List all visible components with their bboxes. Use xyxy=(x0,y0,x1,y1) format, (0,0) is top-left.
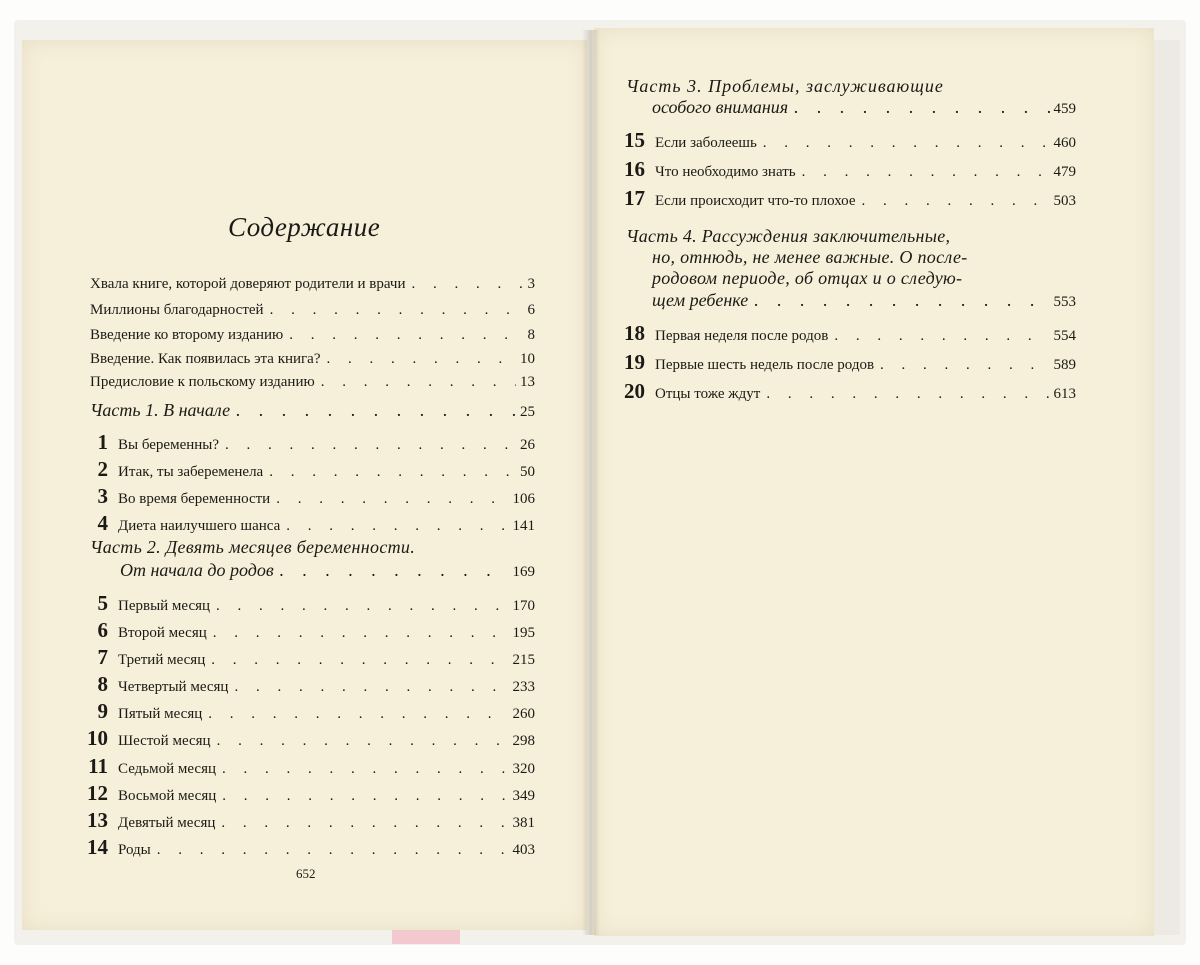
chapter-number: 9 xyxy=(97,699,108,723)
chapter-page: 298 xyxy=(512,733,535,749)
chapter-page: 403 xyxy=(512,842,535,858)
chapter-number: 13 xyxy=(87,808,108,832)
chapter-number: 3 xyxy=(97,484,108,508)
chapter-page: 106 xyxy=(512,491,535,507)
part-heading-1[interactable] xyxy=(90,400,535,421)
leader-dots xyxy=(412,276,524,293)
part-heading-4-line2[interactable]: но, отнюдь, не менее важные. О после- xyxy=(652,247,968,267)
chapter-title: Седьмой месяц xyxy=(118,761,216,777)
chapter-entry[interactable] xyxy=(613,186,1076,211)
chapter-page: 381 xyxy=(512,815,535,831)
part-title: щем ребенке xyxy=(652,290,749,310)
leader-dots xyxy=(213,625,509,642)
leader-dots xyxy=(286,518,508,535)
leader-dots xyxy=(321,374,516,391)
leader-dots xyxy=(280,560,509,581)
chapter-number: 18 xyxy=(624,321,645,345)
chapter-title: Девятый месяц xyxy=(118,815,216,831)
part-heading-4-line3[interactable]: родовом периоде, об отцах и о следую- xyxy=(652,268,963,288)
entry-page: 13 xyxy=(520,374,535,390)
part-heading-3[interactable] xyxy=(652,97,1076,118)
part-heading-2-line1[interactable]: Часть 2. Девять месяцев беременности. xyxy=(90,537,416,557)
chapter-title: Роды xyxy=(118,842,151,858)
chapter-title: Пятый месяц xyxy=(118,706,203,722)
chapter-page: 479 xyxy=(1053,164,1076,180)
chapter-number: 16 xyxy=(624,157,645,181)
chapter-number: 7 xyxy=(97,645,108,669)
part-page: 169 xyxy=(512,564,535,580)
chapter-number: 10 xyxy=(87,726,108,750)
leader-dots xyxy=(880,357,1049,374)
chapter-title: Четвертый месяц xyxy=(118,679,229,695)
entry-page: 6 xyxy=(527,302,535,318)
chapter-entry[interactable] xyxy=(76,618,535,643)
chapter-entry[interactable] xyxy=(613,157,1076,182)
chapter-page: 349 xyxy=(512,788,535,804)
leader-dots xyxy=(217,733,509,750)
entry-title: Введение ко второму изданию xyxy=(90,327,284,343)
chapter-page: 141 xyxy=(512,518,535,534)
chapter-entry[interactable] xyxy=(76,672,535,697)
leader-dots xyxy=(754,290,1049,311)
leader-dots xyxy=(225,437,516,454)
chapter-number: 5 xyxy=(97,591,108,615)
chapter-entry[interactable] xyxy=(76,699,535,724)
chapter-page: 613 xyxy=(1053,386,1076,402)
chapter-entry[interactable] xyxy=(76,781,535,806)
chapter-page: 50 xyxy=(520,464,535,480)
part-page: 459 xyxy=(1053,101,1076,117)
entry-page: 10 xyxy=(520,351,535,367)
chapter-entry[interactable] xyxy=(76,645,535,670)
chapter-number: 20 xyxy=(624,379,645,403)
chapter-title: Если заболеешь xyxy=(655,135,757,151)
chapter-page: 170 xyxy=(512,598,535,614)
chapter-title: Первые шесть недель после родов xyxy=(655,357,875,373)
toc-heading: Содержание xyxy=(228,212,381,242)
toc-entry[interactable] xyxy=(90,327,535,344)
part-title: От начала до родов xyxy=(120,560,274,580)
chapter-number: 17 xyxy=(624,186,645,210)
chapter-title: Первая неделя после родов xyxy=(655,328,829,344)
entry-title: Введение. Как появилась эта книга? xyxy=(90,351,321,367)
chapter-number: 2 xyxy=(97,457,108,481)
chapter-entry[interactable] xyxy=(76,511,535,536)
toc-entry[interactable] xyxy=(90,374,535,391)
chapter-title: Если происходит что-то плохое xyxy=(655,193,856,209)
chapter-title: Во время беременности xyxy=(118,491,271,507)
chapter-title: Второй месяц xyxy=(118,625,207,641)
part-heading-4[interactable] xyxy=(652,290,1076,311)
chapter-page: 320 xyxy=(512,761,535,777)
chapter-title: Третий месяц xyxy=(118,652,206,668)
leader-dots xyxy=(222,788,508,805)
chapter-entry[interactable] xyxy=(76,430,535,455)
leader-dots xyxy=(236,400,516,421)
chapter-title: Что необходимо знать xyxy=(655,164,796,180)
leader-dots xyxy=(234,679,508,696)
leader-dots xyxy=(794,97,1049,118)
chapter-number: 15 xyxy=(624,128,645,152)
leader-dots xyxy=(222,761,509,778)
leader-dots xyxy=(802,164,1050,181)
leader-dots xyxy=(216,598,508,615)
part-heading-2[interactable] xyxy=(120,560,535,581)
chapter-title: Восьмой месяц xyxy=(118,788,217,804)
chapter-page: 215 xyxy=(512,652,535,668)
leader-dots xyxy=(861,193,1049,210)
chapter-number: 11 xyxy=(88,754,108,778)
chapter-page: 233 xyxy=(512,679,535,695)
leader-dots xyxy=(208,706,508,723)
chapter-entry[interactable] xyxy=(76,754,535,779)
entry-page: 8 xyxy=(527,327,535,343)
chapter-number: 8 xyxy=(97,672,108,696)
part-title: Часть 1. В начале xyxy=(90,400,231,420)
toc-entry[interactable] xyxy=(90,276,535,293)
chapter-entry[interactable] xyxy=(76,457,535,482)
leader-dots xyxy=(289,327,523,344)
chapter-entry[interactable] xyxy=(613,379,1076,404)
toc-entry[interactable] xyxy=(90,302,535,319)
part-title: особого внимания xyxy=(652,97,789,117)
entry-title: Предисловие к польскому изданию xyxy=(90,374,315,390)
leader-dots xyxy=(327,351,516,368)
chapter-number: 4 xyxy=(97,511,108,535)
chapter-page: 503 xyxy=(1053,193,1076,209)
chapter-title: Первый месяц xyxy=(118,598,211,614)
chapter-entry[interactable] xyxy=(76,726,535,751)
page-number: 652 xyxy=(296,866,316,881)
chapter-entry[interactable] xyxy=(613,321,1076,346)
leader-dots xyxy=(157,842,509,859)
chapter-number: 6 xyxy=(97,618,108,642)
chapter-number: 14 xyxy=(87,835,108,859)
chapter-page: 26 xyxy=(520,437,535,453)
chapter-entry[interactable] xyxy=(613,350,1076,375)
toc-entry[interactable] xyxy=(90,351,535,368)
chapter-title: Шестой месяц xyxy=(118,733,211,749)
chapter-title: Итак, ты забеременела xyxy=(118,464,264,480)
part-heading-3-line1[interactable]: Часть 3. Проблемы, заслуживающие xyxy=(626,76,944,96)
chapter-page: 589 xyxy=(1053,357,1076,373)
leader-dots xyxy=(766,386,1049,403)
chapter-page: 260 xyxy=(512,706,535,722)
leader-dots xyxy=(834,328,1049,345)
page-stack-edge xyxy=(1154,40,1180,935)
part-page: 553 xyxy=(1053,294,1076,310)
chapter-entry[interactable] xyxy=(76,835,535,860)
part-heading-4-line1[interactable]: Часть 4. Рассуждения заключительные, xyxy=(626,226,951,246)
chapter-title: Вы беременны? xyxy=(118,437,220,453)
chapter-title: Отцы тоже ждут xyxy=(655,386,761,402)
leader-dots xyxy=(276,491,508,508)
chapter-title: Диета наилучшего шанса xyxy=(118,518,281,534)
leader-dots xyxy=(763,135,1050,152)
chapter-number: 19 xyxy=(624,350,645,374)
chapter-page: 554 xyxy=(1053,328,1076,344)
leader-dots xyxy=(211,652,508,669)
part-page: 25 xyxy=(520,404,535,420)
chapter-page: 195 xyxy=(512,625,535,641)
chapter-entry[interactable] xyxy=(613,128,1076,153)
leader-dots xyxy=(269,464,516,481)
entry-title: Миллионы благодарностей xyxy=(90,302,264,318)
bookmark-ribbon xyxy=(392,930,460,944)
book-gutter xyxy=(582,30,600,935)
chapter-number: 12 xyxy=(87,781,108,805)
leader-dots xyxy=(270,302,524,319)
leader-dots xyxy=(221,815,508,832)
chapter-entry[interactable] xyxy=(76,591,535,616)
chapter-entry[interactable] xyxy=(76,808,535,833)
chapter-number: 1 xyxy=(97,430,108,454)
entry-page: 3 xyxy=(527,276,535,292)
entry-title: Хвала книге, которой доверяют родители и врачи xyxy=(90,276,406,292)
chapter-page: 460 xyxy=(1053,135,1076,151)
chapter-entry[interactable] xyxy=(76,484,535,509)
